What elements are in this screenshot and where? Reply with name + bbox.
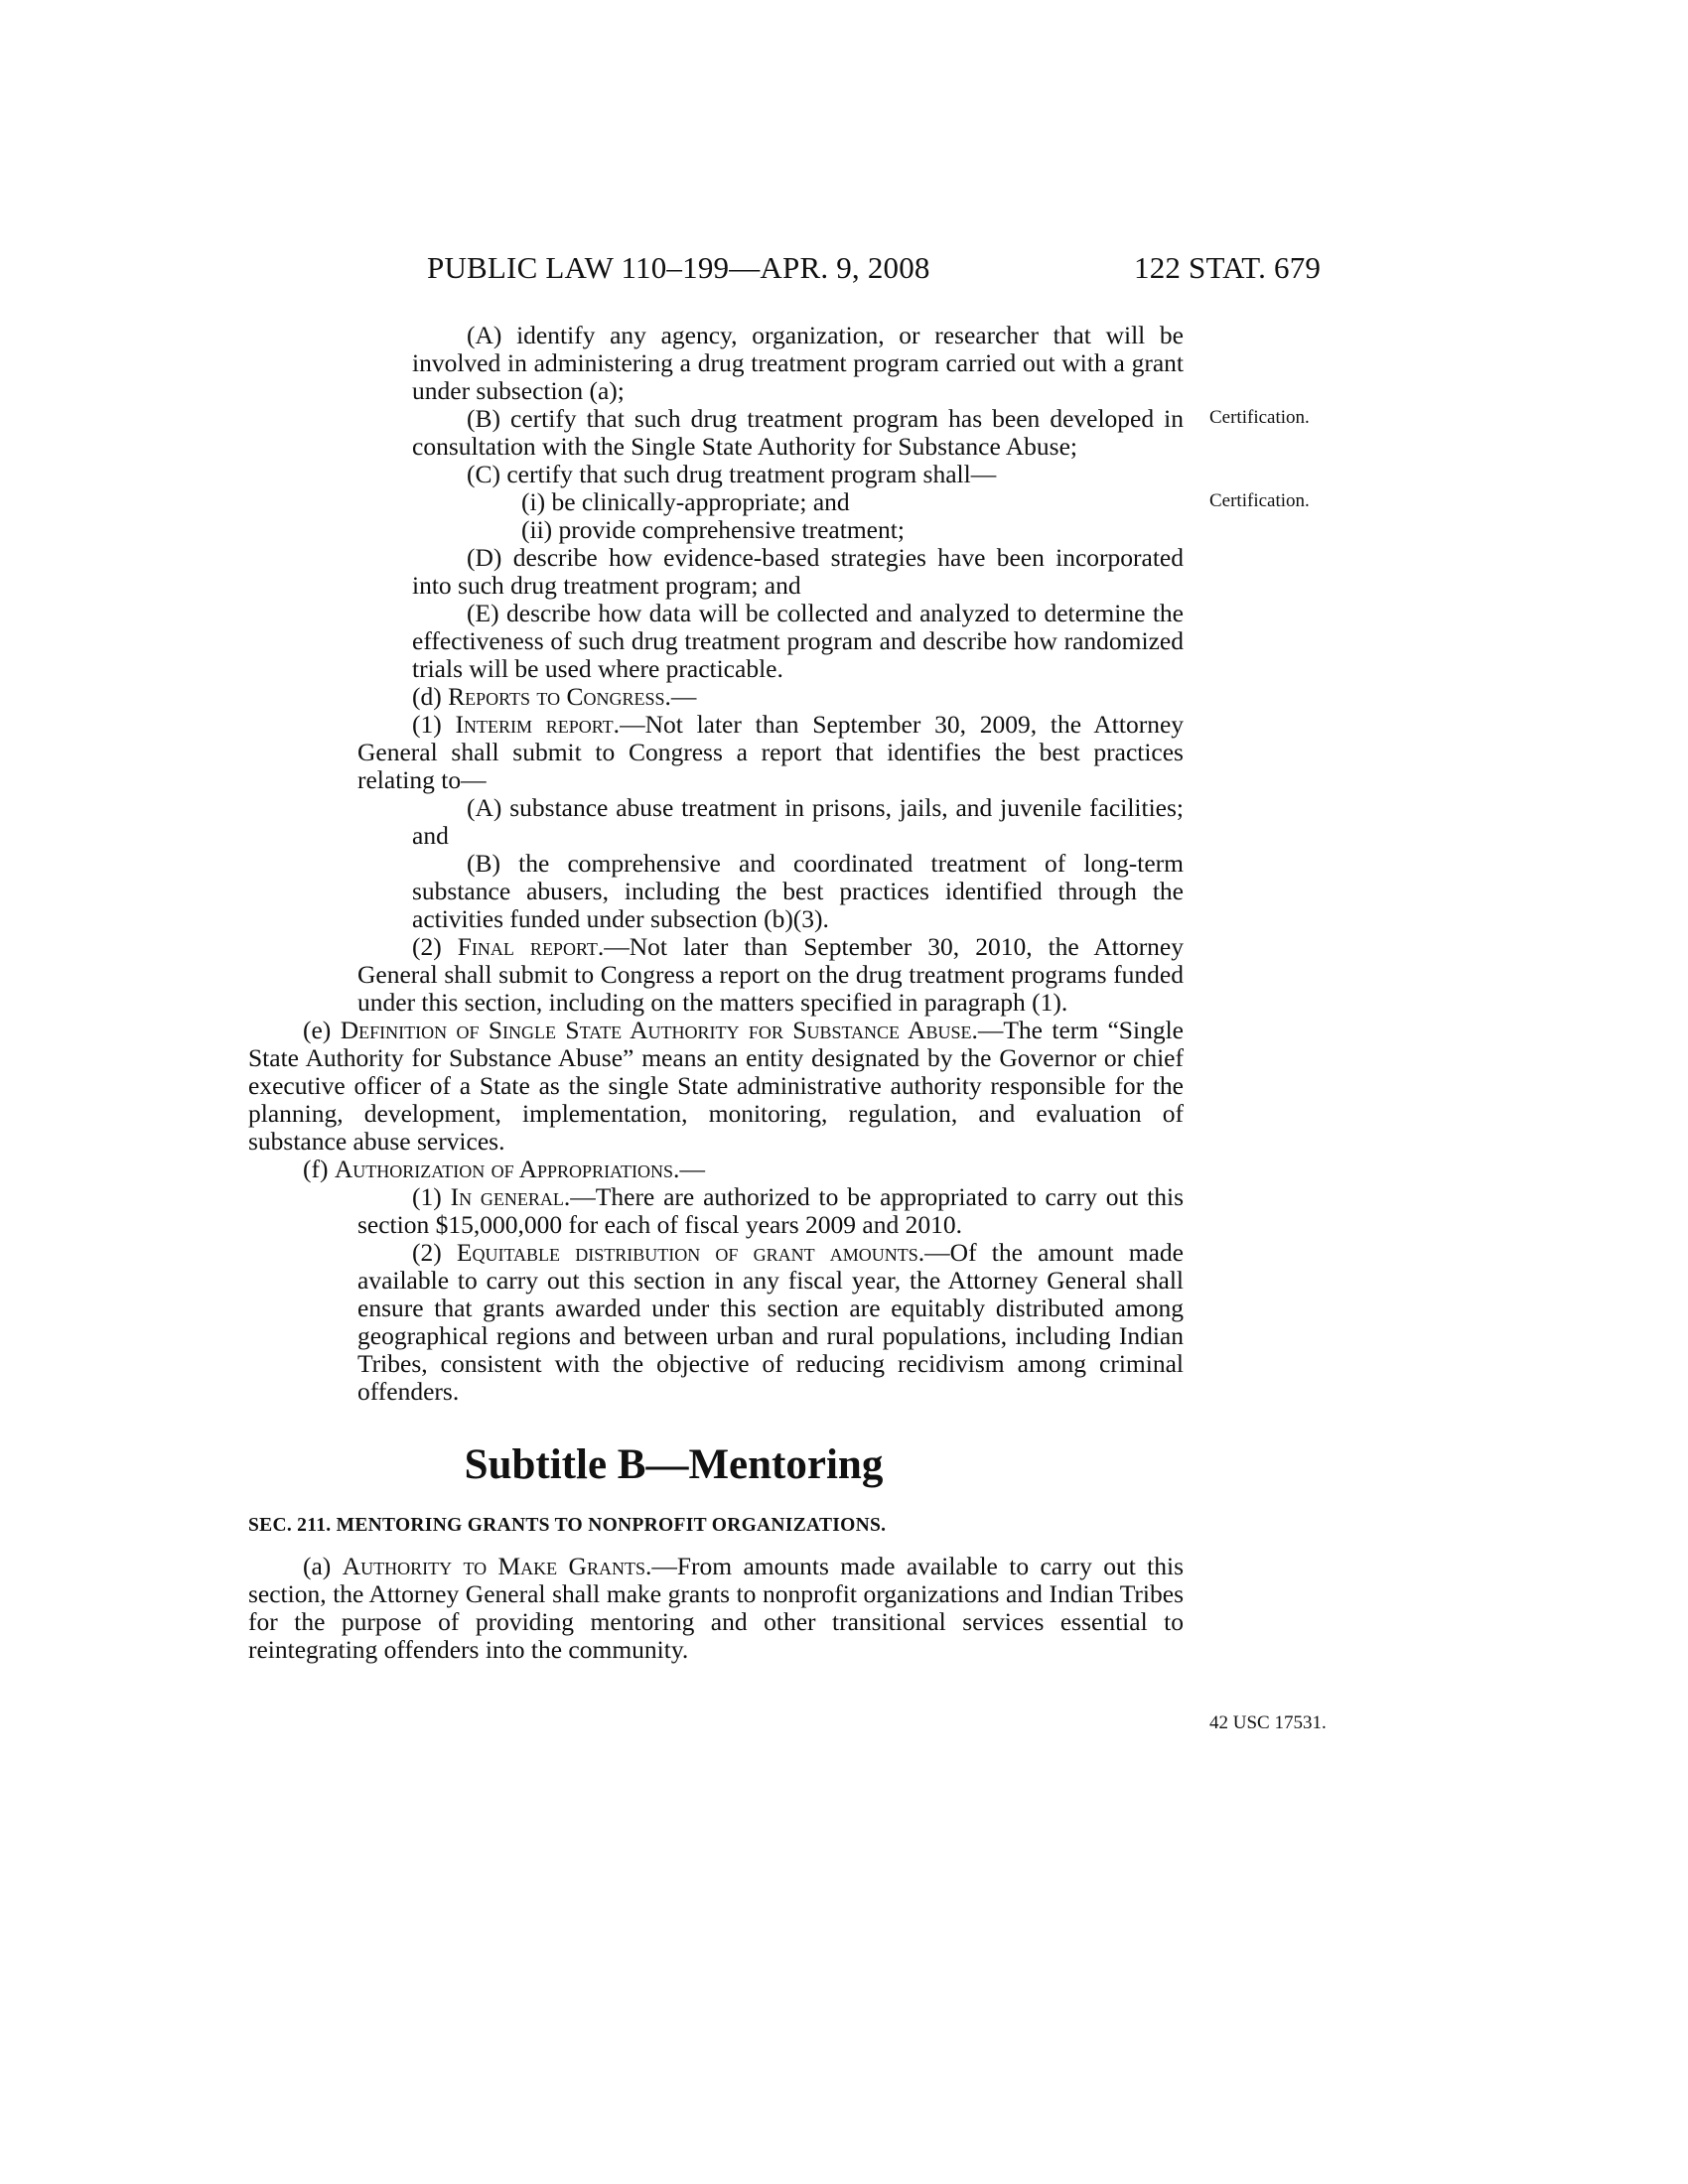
- paragraph-f-1: [303, 1183, 1184, 1239]
- subparagraph-d-1-A: (A) substance abuse treatment in prisons, jails, and juvenile facilities; and: [412, 793, 1184, 850]
- subsection-text: —The term “Single State Authority for Substance Abuse” means an entity designated by the Governor or chief executive officer of a State as the single State administrative authority responsible for the planning, development, implementation, monitoring, regulation, and evaluation of substance abuse services.: [248, 1016, 1184, 1156]
- paragraph-c-B: (B) certify that such drug treatment program has been developed in consultation with the Single State Authority for Substance Abuse;: [412, 404, 1184, 461]
- paragraph-c-A: (A) identify any agency, organization, or researcher that will be involved in administering a drug treatment program carried out with a grant under subsection (a);: [412, 321, 1184, 405]
- subsection-label: (e): [303, 1016, 341, 1044]
- subsection-e: [248, 1017, 1184, 1156]
- subtitle-heading: Subtitle B—Mentoring: [464, 1441, 884, 1488]
- running-header-title: PUBLIC LAW 110–199—APR. 9, 2008: [427, 250, 930, 285]
- paragraph-label: (1): [412, 710, 456, 739]
- subsection-heading: Reports to Congress.: [448, 682, 671, 711]
- paragraph-d-1: [303, 711, 1184, 794]
- margin-note-certification: Certification.: [1209, 490, 1310, 511]
- paragraph-text: —Not later than September 30, 2009, the Attorney General shall submit to Congress a report that identifies the best practices relating to—: [357, 710, 1185, 794]
- clause-c-C-i: (i) be clinically-appropriate; and: [521, 487, 850, 516]
- paragraph-label: (2): [412, 1238, 457, 1267]
- subsection-heading: Authority to Make Grants.: [342, 1552, 652, 1580]
- heading-dash: —: [670, 682, 697, 711]
- subsection-heading: Definition of Single State Authority for Substance Abuse.: [340, 1016, 978, 1044]
- subparagraph-d-1-B: (B) the comprehensive and coordinated treatment of long-term substance abusers, including the best practices identified through the activities funded under subsection (b)(3).: [412, 849, 1184, 933]
- paragraph-heading: In general.: [450, 1182, 571, 1211]
- paragraph-heading: Interim report.: [455, 710, 621, 739]
- heading-dash: —: [679, 1155, 705, 1183]
- subsection-label: (f): [303, 1155, 335, 1183]
- statute-body: [248, 321, 1185, 1664]
- paragraph-heading: Equitable distribution of grant amounts.: [456, 1238, 925, 1267]
- subsection-text: —From amounts made available to carry out this section, the Attorney General shall make grants to nonprofit organizations and Indian Tribes for the purpose of providing mentoring and other transitional services essential to reintegrating offenders into the community.: [248, 1552, 1184, 1664]
- paragraph-f-2: [303, 1239, 1184, 1406]
- paragraph-heading: Final report.: [457, 932, 605, 961]
- paragraph-c-C: (C) certify that such drug treatment program shall—: [467, 460, 997, 488]
- subsection-heading: Authorization of Appropriations.: [334, 1155, 680, 1183]
- subsection-a: [248, 1553, 1184, 1664]
- margin-note-usc-citation: 42 USC 17531.: [1209, 1712, 1327, 1733]
- subsection-label: (d): [412, 682, 449, 711]
- margin-note-certification: Certification.: [1209, 407, 1310, 428]
- paragraph-c-D: (D) describe how evidence-based strategies have been incorporated into such drug treatment program; and: [412, 543, 1184, 600]
- clause-c-C-ii: (ii) provide comprehensive treatment;: [521, 515, 905, 544]
- paragraph-text: —Of the amount made available to carry out this section in any fiscal year, the Attorney General shall ensure that grants awarded under this section are equitably distributed among geographical regions and between urban and rural populations, including Indian Tribes, consistent with the objective of reducing recidivism among criminal offenders.: [357, 1238, 1184, 1406]
- paragraph-d-2: [303, 933, 1184, 1017]
- subsection-f: [248, 1156, 1184, 1183]
- section-heading: SEC. 211. MENTORING GRANTS TO NONPROFIT ORGANIZATIONS.: [248, 1515, 887, 1536]
- paragraph-label: (2): [412, 932, 458, 961]
- subsection-d: [303, 683, 1184, 711]
- paragraph-text: —Not later than September 30, 2010, the Attorney General shall submit to Congress a report on the drug treatment programs funded under this section, including on the matters specified in paragraph (1).: [357, 932, 1184, 1017]
- subsection-label: (a): [303, 1552, 343, 1580]
- paragraph-text: —There are authorized to be appropriated to carry out this section $15,000,000 for each of fiscal years 2009 and 2010.: [357, 1182, 1185, 1239]
- paragraph-c-E: (E) describe how data will be collected and analyzed to determine the effectiveness of such drug treatment program and describe how randomized trials will be used where practicable.: [412, 599, 1184, 683]
- running-header-page-number: 122 STAT. 679: [1134, 250, 1322, 285]
- paragraph-label: (1): [412, 1182, 451, 1211]
